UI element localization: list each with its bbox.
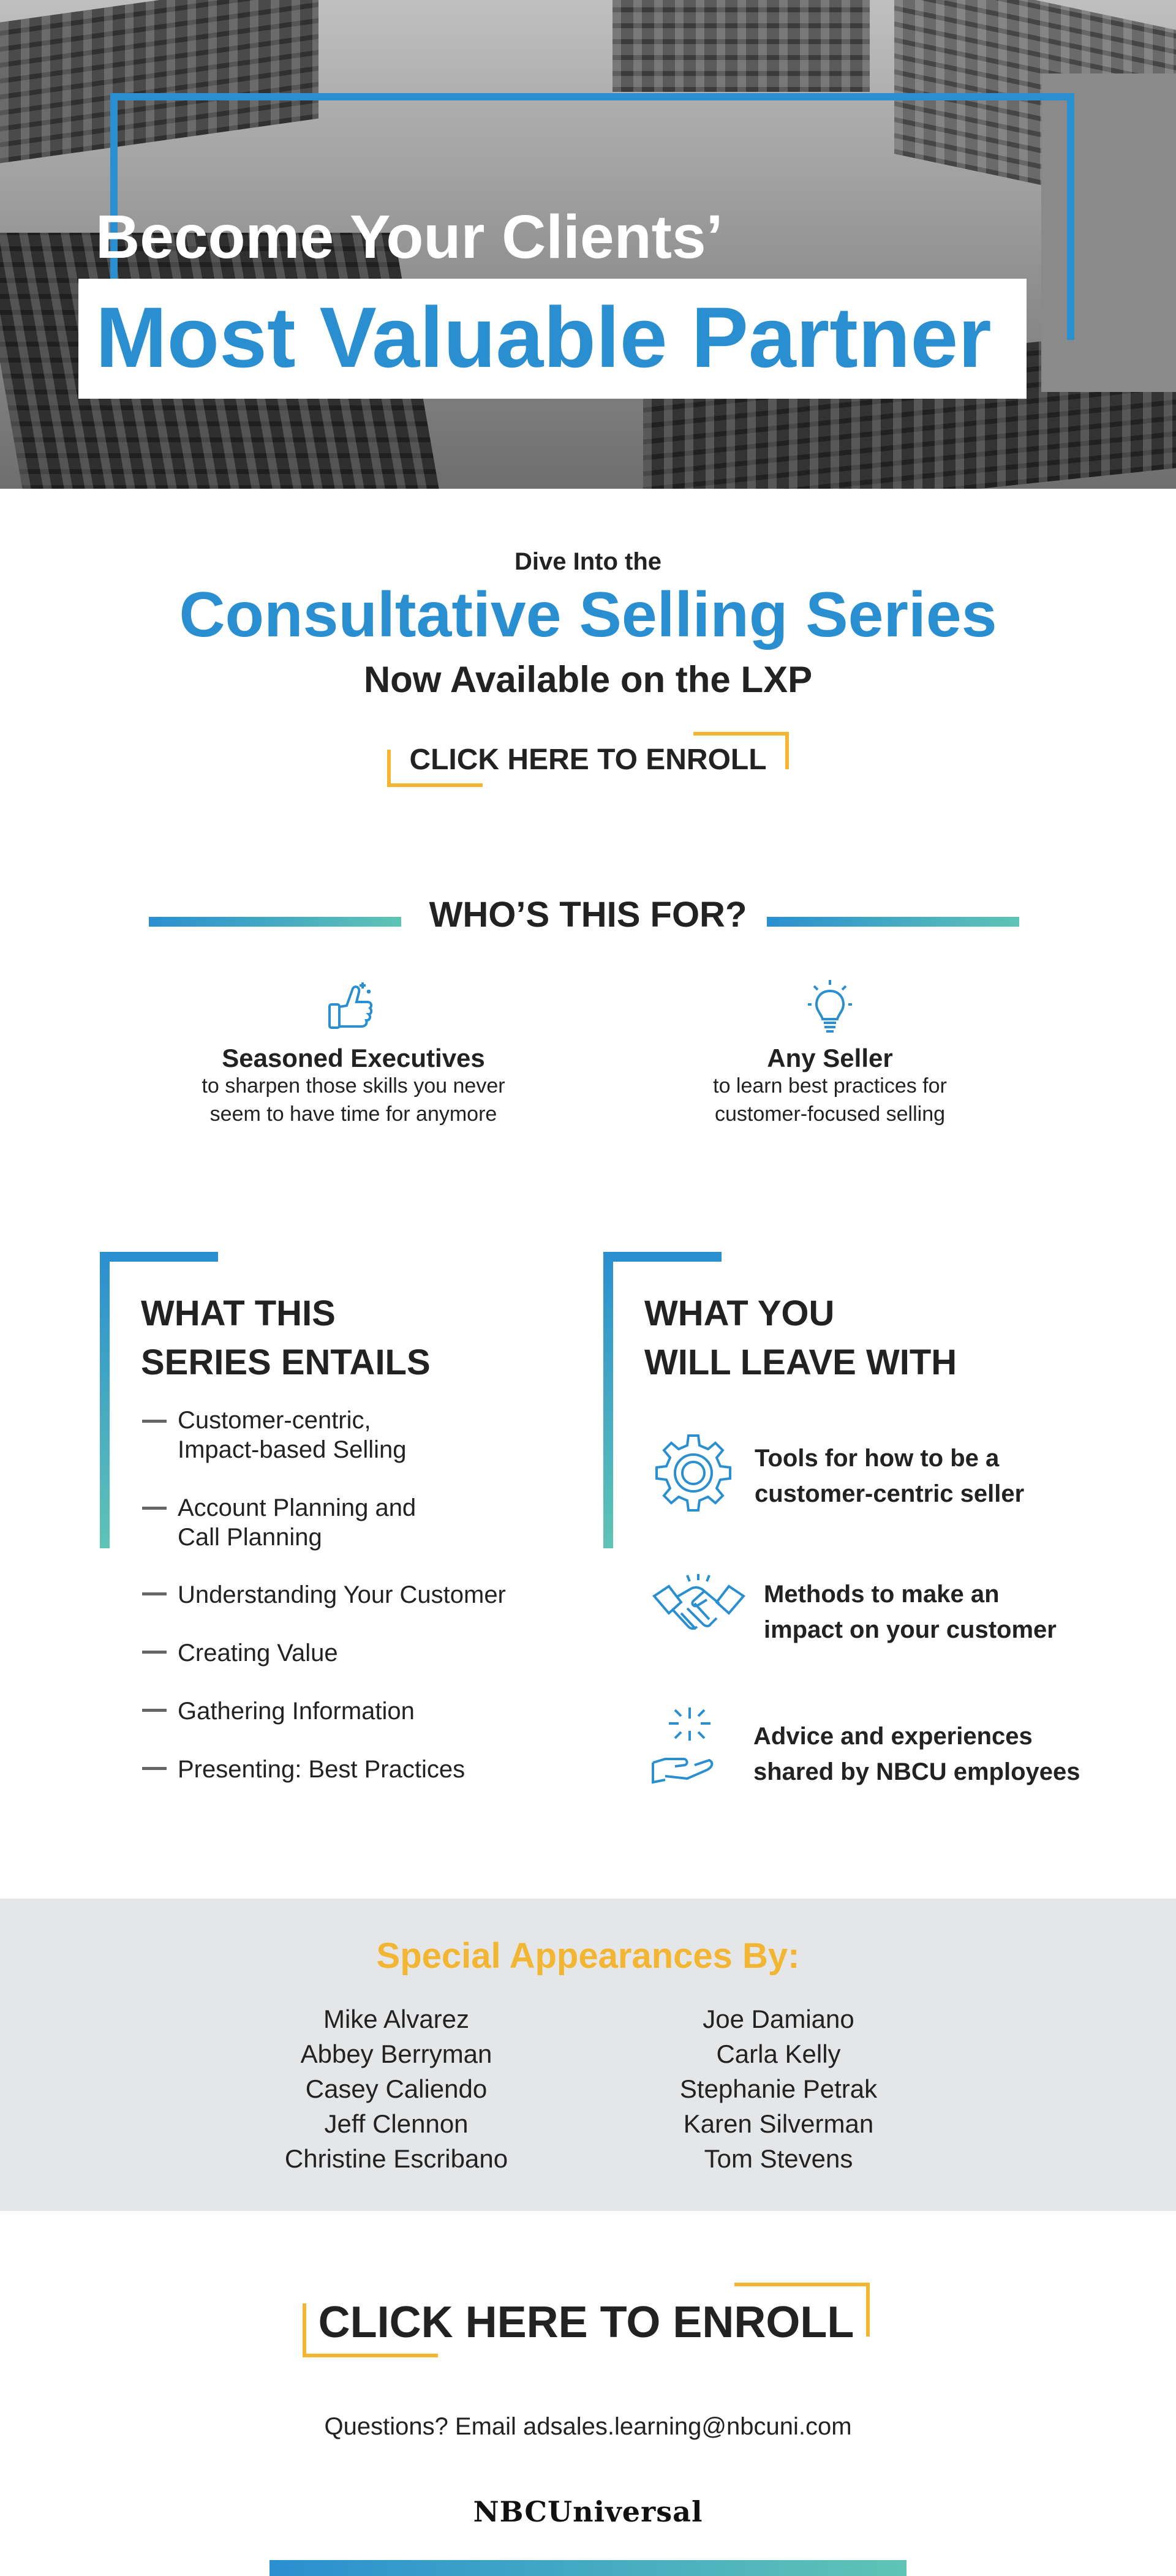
lightbulb-icon bbox=[805, 977, 854, 1036]
handshake-icon bbox=[650, 1573, 747, 1646]
entails-title-line2: SERIES ENTAILS bbox=[141, 1343, 431, 1382]
card-any-seller-body-line2: customer-focused selling bbox=[714, 1102, 946, 1126]
enroll-label: CLICK HERE TO ENROLL bbox=[318, 2298, 854, 2347]
enroll-button-bottom[interactable] bbox=[303, 2283, 870, 2357]
entails-title-line1: WHAT THIS bbox=[141, 1294, 336, 1333]
enroll-label: CLICK HERE TO ENROLL bbox=[409, 744, 767, 776]
card-executives-body-line2: seem to have time for anymore bbox=[209, 1102, 497, 1126]
footer-gradient-bar bbox=[270, 2560, 907, 2576]
leave-bracket-side bbox=[603, 1252, 613, 1548]
entails-item-6: Presenting: Best Practices bbox=[178, 1756, 466, 1783]
bullet-dash bbox=[142, 1767, 167, 1770]
names-left-column bbox=[245, 2002, 548, 2176]
bullet-dash bbox=[142, 1651, 167, 1654]
intro-kicker: Dive Into the bbox=[514, 548, 662, 575]
leave-title-line2: WILL LEAVE WITH bbox=[644, 1343, 957, 1382]
who-divider-right bbox=[767, 917, 1019, 927]
leave-title-line1: WHAT YOU bbox=[644, 1294, 835, 1333]
entails-item-5: Gathering Information bbox=[178, 1698, 415, 1725]
card-any-seller-title: Any Seller bbox=[767, 1044, 893, 1072]
entails-item-4: Creating Value bbox=[178, 1640, 338, 1666]
leave-bracket-top bbox=[603, 1252, 722, 1262]
nbcuniversal-logo: NBCUniversal bbox=[473, 2495, 703, 2528]
entails-item-2-line1: Account Planning and bbox=[178, 1494, 417, 1521]
bullet-dash bbox=[142, 1420, 167, 1423]
name-item: Christine Escribano bbox=[284, 2144, 508, 2173]
special-appearances-title: Special Appearances By: bbox=[376, 1936, 800, 1976]
bullet-dash bbox=[142, 1709, 167, 1712]
name-item: Carla Kelly bbox=[716, 2039, 841, 2068]
hero-headline-line1: Become Your Clients’ bbox=[96, 203, 723, 271]
bullet-dash bbox=[142, 1592, 167, 1595]
name-item: Jeff Clennon bbox=[324, 2109, 469, 2138]
intro-subtitle: Now Available on the LXP bbox=[363, 659, 813, 700]
questions-email-text: Questions? Email adsales.learning@nbcuni.com bbox=[324, 2413, 852, 2440]
name-item: Stephanie Petrak bbox=[679, 2074, 878, 2103]
hero-banner bbox=[0, 0, 1176, 489]
leave-item-3-line2: shared by NBCU employees bbox=[753, 1758, 1080, 1785]
card-executives-body-line1: to sharpen those skills you never bbox=[202, 1074, 505, 1098]
thumbs-up-icon bbox=[326, 979, 375, 1034]
leave-item-2-line1: Methods to make an bbox=[764, 1581, 1000, 1608]
leave-item-3-line1: Advice and experiences bbox=[753, 1723, 1033, 1750]
entails-item-2-line2: Call Planning bbox=[178, 1524, 322, 1551]
hand-sparkle-icon bbox=[650, 1704, 730, 1790]
entails-item-1-line1: Customer-centric, bbox=[178, 1407, 371, 1434]
entails-bracket-side bbox=[100, 1252, 110, 1548]
who-title: WHO’S THIS FOR? bbox=[429, 895, 747, 935]
name-item: Abbey Berryman bbox=[300, 2039, 492, 2068]
enroll-button-top[interactable] bbox=[387, 732, 789, 787]
leave-item-1-line1: Tools for how to be a bbox=[755, 1445, 1000, 1472]
leave-item-1-line2: customer-centric seller bbox=[755, 1480, 1025, 1507]
name-item: Casey Caliendo bbox=[305, 2074, 488, 2103]
name-item: Karen Silverman bbox=[683, 2109, 874, 2138]
names-right-column bbox=[627, 2002, 930, 2176]
entails-item-1-line2: Impact-based Selling bbox=[178, 1436, 407, 1463]
name-item: Tom Stevens bbox=[704, 2144, 853, 2173]
entails-bracket-top bbox=[100, 1252, 218, 1262]
leave-item-2-line2: impact on your customer bbox=[764, 1616, 1057, 1643]
hero-headline-line2: Most Valuable Partner bbox=[96, 289, 992, 385]
entails-item-3: Understanding Your Customer bbox=[178, 1581, 506, 1608]
bullet-dash bbox=[142, 1507, 167, 1510]
name-item: Mike Alvarez bbox=[323, 2005, 470, 2033]
intro-title: Consultative Selling Series bbox=[179, 579, 997, 650]
card-any-seller-body-line1: to learn best practices for bbox=[713, 1074, 947, 1098]
card-executives-title: Seasoned Executives bbox=[222, 1044, 485, 1072]
name-item: Joe Damiano bbox=[703, 2005, 854, 2033]
gear-icon bbox=[650, 1432, 736, 1518]
